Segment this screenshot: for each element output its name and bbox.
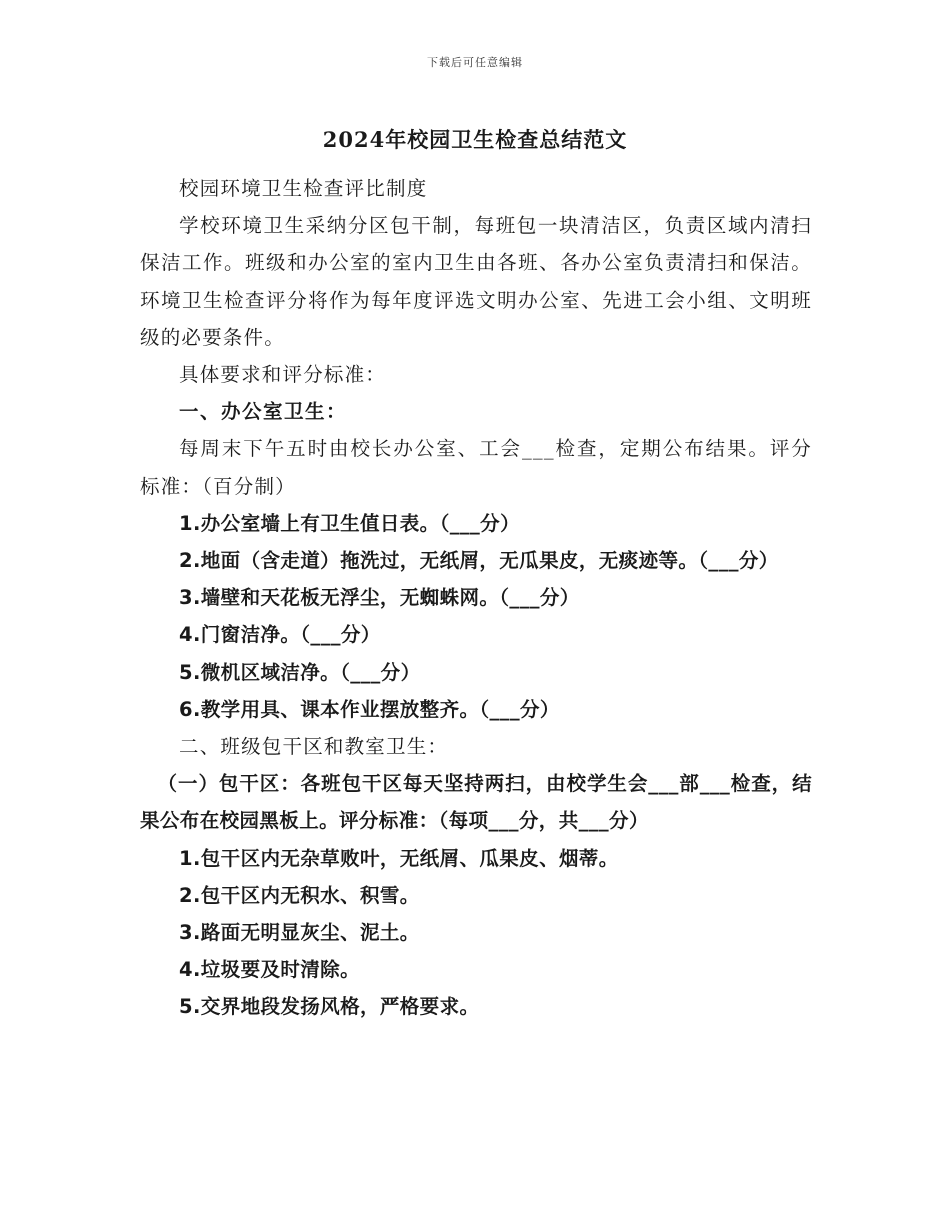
section-heading-class: 二、班级包干区和教室卫生： bbox=[179, 735, 449, 759]
list-item: 5.微机区域洁净。（___分） bbox=[179, 660, 421, 684]
list-item: 4.门窗洁净。（___分） bbox=[179, 623, 381, 647]
list-item: 4.垃圾要及时清除。 bbox=[179, 958, 360, 982]
document-title: 2024年校园卫生检查总结范文 bbox=[322, 127, 628, 152]
document-body bbox=[140, 170, 812, 1026]
list-item: 3.墙壁和天花板无浮尘，无蜘蛛网。（___分） bbox=[179, 586, 580, 610]
list-item: 1.办公室墙上有卫生值日表。（___分） bbox=[179, 511, 520, 535]
list-item: 6.教学用具、课本作业摆放整齐。（___分） bbox=[179, 697, 560, 721]
paragraph-office-inspection: 每周末下午五时由校长办公室、工会___检查，定期公布结果。评分标准：（百分制） bbox=[140, 437, 812, 498]
list-item: 5.交界地段发扬风格，严格要求。 bbox=[179, 995, 480, 1019]
paragraph-subtitle: 校园环境卫生检查评比制度 bbox=[179, 177, 428, 200]
paragraph-intro: 学校环境卫生采纳分区包干制，每班包一块清洁区，负责区域内清扫保洁工作。班级和办公室的室内卫生由各班、各办公室负责清扫和保洁。环境卫生检查评分将作为每年度评选文明办公室、先进工会小组、文明班级的必要条件。 bbox=[140, 214, 812, 349]
paragraph-requirements: 具体要求和评分标准： bbox=[179, 363, 387, 387]
list-item: 2.地面（含走道）拖洗过，无纸屑，无瓜果皮，无痰迹等。（___分） bbox=[179, 549, 779, 573]
paragraph-cleaning-area: （一）包干区：各班包干区每天坚持两扫，由校学生会___部___检查，结果公布在校园黑板上。评分标准：（每项___分，共___分） bbox=[140, 772, 812, 833]
list-item: 1.包干区内无杂草败叶，无纸屑、瓜果皮、烟蒂。 bbox=[179, 846, 619, 870]
list-item: 3.路面无明显灰尘、泥土。 bbox=[179, 921, 420, 945]
list-item: 2.包干区内无积水、积雪。 bbox=[179, 883, 420, 907]
section-heading-office: 一、办公室卫生： bbox=[179, 400, 348, 424]
header-note: 下载后可任意编辑 bbox=[427, 56, 523, 69]
